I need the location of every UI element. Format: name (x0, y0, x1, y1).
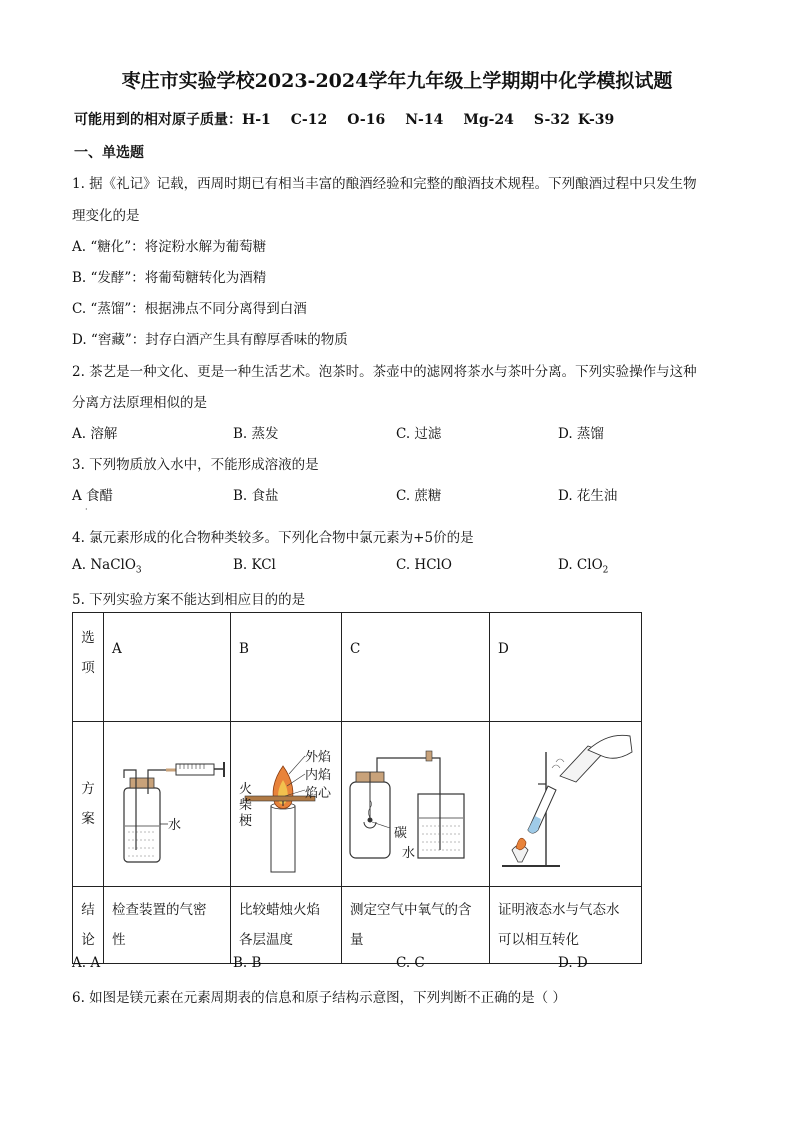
row-label-char: 方 (81, 781, 95, 797)
q2-option-a: A. 溶解 (72, 426, 118, 442)
oxygen-content-figure (342, 722, 489, 882)
label-outer-flame: 外焰 (305, 750, 332, 765)
mass-item: H-1 (242, 112, 271, 128)
mass-item: C-12 (290, 112, 328, 128)
conclusion-line: 测定空气中氧气的含 (350, 902, 472, 918)
label-flame-core: 焰心 (305, 786, 332, 801)
label-water-c: 水 (402, 846, 416, 861)
q1-stem-line1: 1. 据《礼记》记载，西周时期已有相当丰富的酿酒经验和完整的酿酒技术规程。下列酿酒过程中只发生物 (72, 176, 697, 192)
mass-item: K-39 (577, 112, 615, 128)
row-label-char: 选 (81, 630, 95, 646)
row-label-option (73, 613, 104, 722)
q2-option-d: D. 蒸馏 (558, 426, 604, 442)
q4-stem: 4. 氯元素形成的化合物种类较多。下列化合物中氯元素为+5价的是 (72, 530, 474, 546)
atomic-mass-label: 可能用到的相对原子质量： (74, 112, 242, 128)
conclusion-line: 证明液态水与气态水 (498, 902, 620, 918)
stray-dot: · (85, 505, 88, 514)
q4-option-b: B. KCl (233, 557, 276, 573)
q6-stem: 6. 如图是镁元素在元素周期表的信息和原子结构示意图，下列判断不正确的是（ ） (72, 990, 566, 1006)
match-char: 梗 (239, 814, 253, 829)
q4-option-d (558, 557, 608, 576)
q2-option-c: C. 过滤 (396, 426, 442, 442)
row-label-plan (73, 722, 104, 887)
atomic-mass-line (74, 109, 634, 129)
match-char: 柴 (239, 798, 253, 813)
conclusion-line: 可以相互转化 (498, 932, 579, 948)
conclusion-line: 各层温度 (239, 932, 293, 948)
header-c: C (342, 613, 490, 722)
conclusion-d (490, 887, 642, 964)
mass-item: Mg-24 (463, 112, 514, 128)
q5-stem: 5. 下列实验方案不能达到相应目的的是 (72, 592, 306, 608)
q1-option-a: A. “糖化”：将淀粉水解为葡萄糖 (72, 239, 267, 255)
mass-item: O-16 (347, 112, 386, 128)
q3-option-b: B. 食盐 (233, 488, 279, 504)
q3-option-c: C. 蔗糖 (396, 488, 442, 504)
conclusion-c (342, 887, 490, 964)
label-match (239, 782, 253, 830)
q2-stem-line1: 2. 茶艺是一种文化、更是一种生活艺术。泡茶时。茶壶中的滤网将茶水与茶叶分离。下列实验操作与这种 (72, 364, 697, 380)
header-d: D (490, 613, 642, 722)
page-title: 枣庄市实验学校2023-2024学年九年级上学期期中化学模拟试题 (121, 70, 673, 92)
match-char: 火 (239, 782, 253, 797)
q4-option-c: C. HClO (396, 557, 452, 573)
experiment-table (72, 612, 642, 964)
section-heading: 一、单选题 (74, 145, 144, 161)
q4-option-a (72, 557, 142, 576)
subscript: 2 (602, 565, 609, 576)
q2-option-b: B. 蒸发 (233, 426, 279, 442)
figure-c-cell (342, 722, 490, 887)
header-b: B (231, 613, 342, 722)
q3-option-d: D. 花生油 (558, 488, 618, 504)
water-state-figure (490, 722, 641, 882)
conclusion-line: 性 (112, 932, 126, 948)
label-carbon: 碳 (394, 826, 408, 841)
q5-option-c: C. C (396, 955, 425, 971)
row-label-char: 论 (81, 932, 95, 948)
row-label-char: 结 (81, 902, 95, 918)
mass-item: S-32 (533, 112, 570, 128)
mass-item: N-14 (405, 112, 444, 128)
q5-option-b: B. B (233, 955, 262, 971)
q5-option-d: D. D (558, 955, 588, 971)
q3-option-a: A 食醋 (72, 488, 114, 504)
conclusion-line: 量 (350, 932, 364, 948)
q1-option-c: C. “蒸馏”：根据沸点不同分离得到白酒 (72, 301, 307, 317)
q2-stem-line2: 分离方法原理相似的是 (72, 395, 207, 411)
header-a: A (104, 613, 231, 722)
conclusion-line: 检查装置的气密 (112, 902, 207, 918)
conclusion-b (231, 887, 342, 964)
q1-option-d: D. “窖藏”：封存白酒产生具有醇厚香味的物质 (72, 332, 348, 348)
airtight-check-figure (104, 722, 230, 882)
figure-b-cell (231, 722, 342, 887)
q1-option-b: B. “发酵”：将葡萄糖转化为酒精 (72, 270, 267, 286)
q4-option-d-text: D. ClO (558, 557, 603, 573)
row-label-char: 项 (81, 660, 95, 676)
q4-option-a-text: A. NaClO (72, 557, 136, 573)
conclusion-line: 比较蜡烛火焰 (239, 902, 320, 918)
conclusion-a (104, 887, 231, 964)
figure-d-cell (490, 722, 642, 887)
q5-option-a: A. A (72, 955, 101, 971)
row-label-conclusion (73, 887, 104, 964)
q3-stem: 3. 下列物质放入水中，不能形成溶液的是 (72, 457, 319, 473)
figure-a-cell (104, 722, 231, 887)
subscript: 3 (135, 565, 142, 576)
label-inner-flame: 内焰 (305, 768, 332, 783)
row-label-char: 案 (81, 811, 95, 827)
label-water: 水 (168, 818, 182, 833)
q1-stem-line2: 理变化的是 (72, 208, 140, 224)
